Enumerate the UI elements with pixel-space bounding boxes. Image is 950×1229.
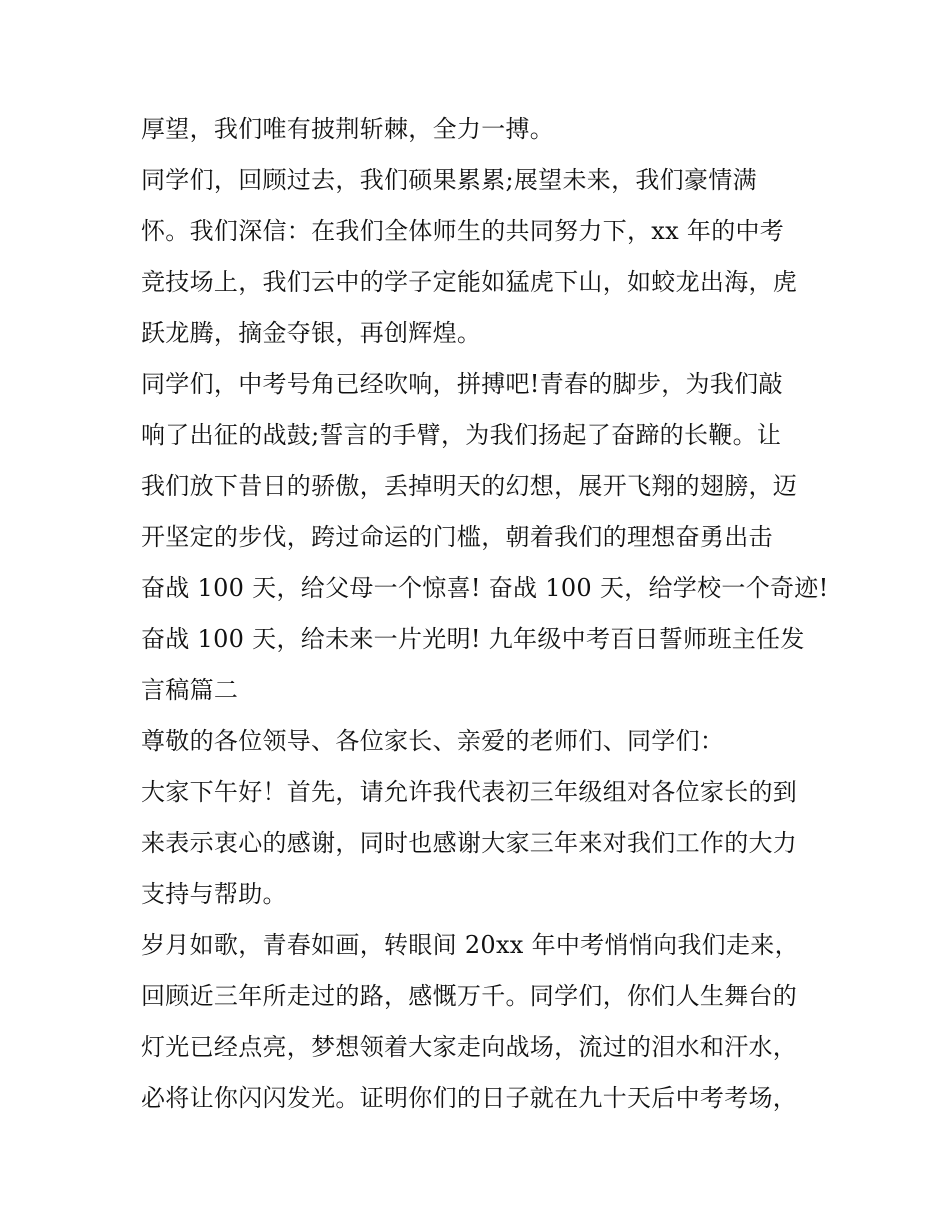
text-line: 支持与帮助。 xyxy=(141,880,287,908)
text-line: 同学们，中考号角已经吹响，拼搏吧!青春的脚步，为我们敲 xyxy=(141,370,783,398)
text-line: 奋战 100 天，给未来一片光明! 九年级中考百日誓师班主任发 xyxy=(141,625,805,653)
text-line: 开坚定的步伐，跨过命运的门槛，朝着我们的理想奋勇出击 xyxy=(141,523,773,551)
section-heading-line: 言稿篇二 xyxy=(141,676,239,704)
text-line: 大家下午好！首先，请允许我代表初三年级组对各位家长的到 xyxy=(141,778,798,806)
text-line: 来表示衷心的感谢，同时也感谢大家三年来对我们工作的大力 xyxy=(141,829,798,857)
salutation-line: 尊敬的各位领导、各位家长、亲爱的老师们、同学们： xyxy=(141,727,725,755)
text-line: 回顾近三年所走过的路，感慨万千。同学们，你们人生舞台的 xyxy=(141,982,798,1010)
text-line: 奋战 100 天，给父母一个惊喜! 奋战 100 天，给学校一个奇迹! xyxy=(141,574,829,602)
text-line: 同学们，回顾过去，我们硕果累累;展望未来，我们豪情满 xyxy=(141,166,757,194)
text-line: 厚望，我们唯有披荆斩棘，全力一搏。 xyxy=(141,115,555,143)
text-line: 怀。我们深信：在我们全体师生的共同努力下，xx 年的中考 xyxy=(141,217,785,245)
text-line: 灯光已经点亮，梦想领着大家走向战场，流过的泪水和汗水， xyxy=(141,1033,798,1061)
text-line: 响了出征的战鼓;誓言的手臂，为我们扬起了奋蹄的长鞭。让 xyxy=(141,421,782,449)
text-line: 必将让你闪闪发光。证明你们的日子就在九十天后中考考场， xyxy=(141,1084,798,1112)
text-line: 跃龙腾，摘金夺银，再创辉煌。 xyxy=(141,319,482,347)
text-line: 我们放下昔日的骄傲，丢掉明天的幻想，展开飞翔的翅膀，迈 xyxy=(141,472,798,500)
text-line: 竞技场上，我们云中的学子定能如猛虎下山，如蛟龙出海，虎 xyxy=(141,268,798,296)
text-line: 岁月如歌，青春如画，转眼间 20xx 年中考悄悄向我们走来， xyxy=(141,931,799,959)
